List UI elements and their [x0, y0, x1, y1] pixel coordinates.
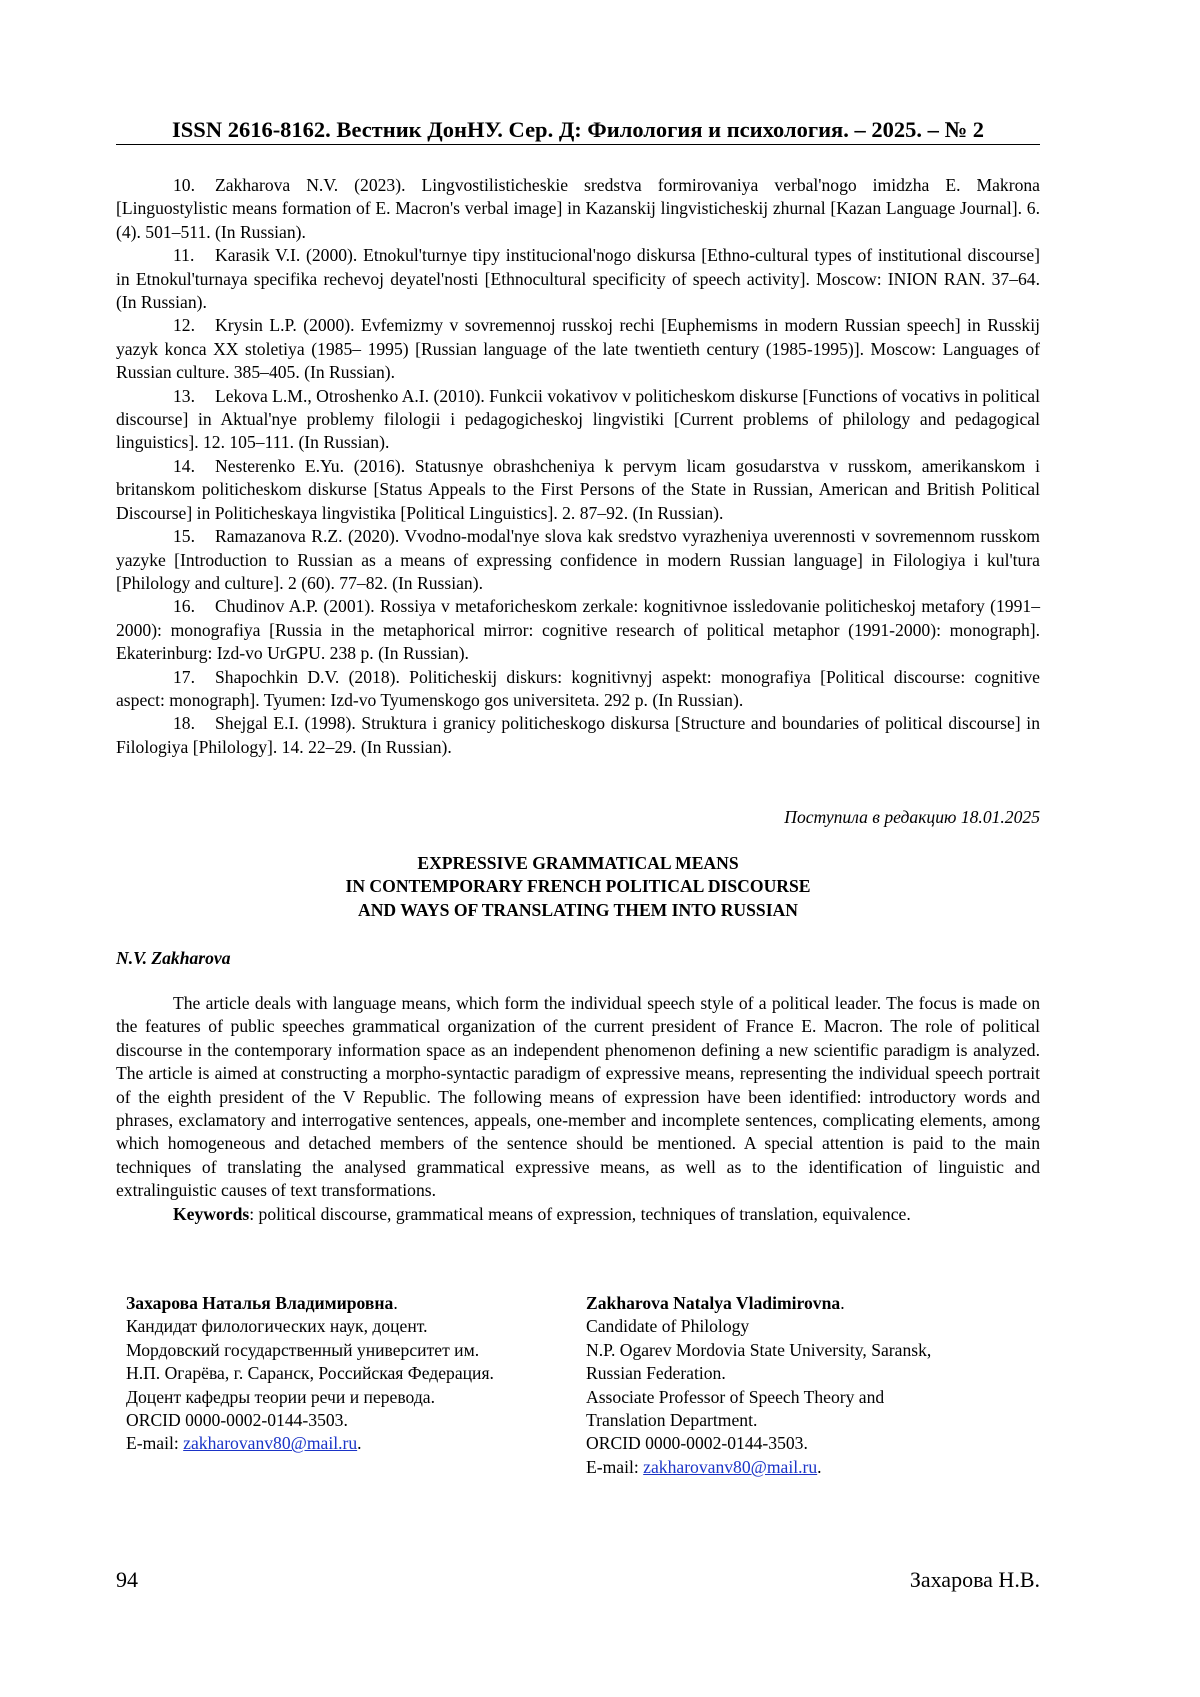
reference-number: 14. — [173, 455, 195, 476]
reference-text: Chudinov A.P. (2001). Rossiya v metaforicheskom zerkale: kognitivnoe issledovanie politicheskoj metafory (1991–2000): monografiya [Russia in the metaphorical mirror: cognitive research of political metaphor (1991-2000): monograph]. Ekaterinburg: Izd-vo UrGPU. 238 p. (In Russian). — [116, 596, 1040, 664]
reference-item — [116, 455, 1040, 525]
reference-text: Karasik V.I. (2000). Etnokul'turnye tipy institucional'nogo diskursa [Ethno-cultural types of institutional discourse] in Etnokul'turnaya specifika rechevoj deyatel'nosti [Ethnocultural specificity of speech activity]. Moscow: INION RAN. 37–64. (In Russian). — [116, 245, 1040, 313]
references-list — [116, 174, 1040, 759]
reference-number: 10. — [173, 175, 195, 195]
author-info-line: Translation Department. — [586, 1410, 758, 1431]
reference-number: 13. — [173, 385, 195, 406]
reference-item — [116, 174, 1040, 244]
author-info-line: N.P. Ogarev Mordovia State University, Saransk, — [586, 1339, 932, 1360]
author-info-ru: Захарова Наталья Владимировна. Кандидат филологических наук, доцент. Мордовский государственный университет им. Н.П. Огарёва, г. Саранск, Российская Федерация. Доцент кафедры теории речи и перевода. ORCID 0000-0002-0144-3503. E-mail: zakharovanv80@mail.ru. — [126, 1292, 566, 1456]
keywords-text: : political discourse, grammatical means of expression, techniques of translation, equivalence. — [249, 1203, 911, 1224]
article-title — [116, 852, 1040, 922]
reference-text: Nesterenko E.Yu. (2016). Statusnye obrashcheniya k pervym licam gosudarstva v russkom, amerikanskom i britanskom politicheskom diskurse [Status Appeals to the First Persons of the State in Russian, American and British Political Discourse] in Politicheskaya lingvistika [Political Linguistics]. 2. 87–92. (In Russian). — [116, 455, 1040, 523]
reference-text: Ramazanova R.Z. (2020). Vvodno-modal'nye slova kak sredstvo vyrazheniya uverennosti v sovremennom russkom yazyke [Introduction to Russian as a means of expressing confidence in modern Russian language] in Filologiya i kul'tura [Philology and culture]. 2 (60). 77–82. (In Russian). — [116, 526, 1040, 593]
reference-item — [116, 314, 1040, 384]
reference-number: 12. — [173, 315, 195, 336]
author-info-line: Доцент кафедры теории речи и перевода. — [126, 1386, 435, 1407]
reference-number: 16. — [173, 596, 195, 617]
article-author: N.V. Zakharova — [116, 948, 231, 968]
keywords-label: Keywords — [173, 1203, 250, 1224]
reference-text: Shejgal E.I. (1998). Struktura i granicy politicheskogo diskursa [Structure and boundaries of political discourse] in Filologiya [Philology]. 14. 22–29. (In Russian). — [116, 713, 1040, 757]
reference-item — [116, 385, 1040, 455]
footer-author: Захарова Н.В. — [909, 1567, 1040, 1592]
author-info-line: Associate Professor of Speech Theory and — [586, 1386, 885, 1407]
page — [116, 0, 1040, 1697]
header-rule — [116, 144, 1040, 145]
email-link-en[interactable]: zakharovanv80@mail.ru — [643, 1456, 818, 1477]
reference-number: 17. — [173, 666, 195, 687]
reference-number: 18. — [173, 713, 195, 734]
reference-item — [116, 666, 1040, 713]
email-link-ru[interactable]: zakharovanv80@mail.ru — [183, 1433, 358, 1454]
reference-number: 11. — [173, 245, 195, 266]
page-number: 94 — [116, 1567, 138, 1592]
keywords — [116, 1203, 1040, 1226]
reference-number: 15. — [173, 526, 195, 547]
received-date: Поступила в редакцию 18.01.2025 — [784, 807, 1040, 827]
reference-text: Lekova L.M., Otroshenko A.I. (2010). Funkcii vokativov v politicheskom diskurse [Functions of vocativs in political discourse] in Aktual'nye problemy filologii i pedagogicheskoj lingvistiki [Current problems of philology and pedagogical linguistics]. 12. 105–111. (In Russian). — [116, 385, 1040, 453]
reference-item — [116, 595, 1040, 665]
reference-item — [116, 712, 1040, 759]
author-info-line: Candidate of Philology — [586, 1316, 750, 1337]
reference-text: Zakharova N.V. (2023). Lingvostilisticheskie sredstva formirovaniya verbal'nogo imidzha E. Makrona [Linguostylistic means formation of E. Macron's verbal image] in Kazanskij lingvisticheskij zhurnal [Kazan Language Journal]. 6. (4). 501–511. (In Russian). — [116, 175, 1040, 242]
author-info-line: ORCID 0000-0002-0144-3503. — [586, 1433, 808, 1454]
abstract — [116, 992, 1040, 1226]
article-title-line: IN CONTEMPORARY FRENCH POLITICAL DISCOURSE — [345, 876, 811, 897]
reference-item — [116, 525, 1040, 595]
reference-text: Shapochkin D.V. (2018). Politicheskij diskurs: kognitivnyj aspekt: monografiya [Political discourse: cognitive aspect: monograph]. Tyumen: Izd-vo Tyumenskogo gos universiteta. 292 p. (In Russian). — [116, 666, 1040, 710]
author-info-line: Мордовский государственный университет им. — [126, 1339, 480, 1360]
article-title-line: EXPRESSIVE GRAMMATICAL MEANS — [417, 853, 739, 873]
reference-item — [116, 244, 1040, 314]
abstract-text: The article deals with language means, which form the individual speech style of a political leader. The focus is made on the features of public speeches grammatical organization of the current president of France E. Macron. The role of political discourse in the contemporary information space as an independent phenomenon defining a new scientific paradigm is analyzed. The article is aimed at constructing a morpho-syntactic paradigm of expressive means, representing the individual speech portrait of the eighth president of the V Republic. The following means of expression have been identified: introductory words and phrases, exclamatory and interrogative sentences, appeals, one-member and incomplete sentences, complicating elements, among which homogeneous and detached members of the sentence should be mentioned. A special attention is paid to the main techniques of translating the analysed grammatical expressive means, as well as to the identification of linguistic and extralinguistic causes of text transformations. — [116, 993, 1040, 1201]
author-name-ru: Захарова Наталья Владимировна — [126, 1293, 394, 1313]
running-header: ISSN 2616-8162. Вестник ДонНУ. Сер. Д: Филология и психология. – 2025. – № 2 — [172, 117, 984, 142]
author-info-line: Н.П. Огарёва, г. Саранск, Российская Федерация. — [126, 1363, 494, 1384]
author-info-line: ORCID 0000-0002-0144-3503. — [126, 1410, 348, 1431]
author-info-line: Кандидат филологических наук, доцент. — [126, 1316, 428, 1337]
author-info-line: Russian Federation. — [586, 1363, 726, 1384]
author-name-en: Zakharova Natalya Vladimirovna — [586, 1293, 841, 1313]
reference-text: Krysin L.P. (2000). Evfemizmy v sovremennoj russkoj rechi [Euphemisms in modern Russian speech] in Russkij yazyk konca XX stoletiya (1985– 1995) [Russian language of the late twentieth century (1985-1995)]. Moscow: Languages of Russian culture. 385–405. (In Russian). — [116, 315, 1040, 383]
article-title-line: AND WAYS OF TRANSLATING THEM INTO RUSSIAN — [358, 899, 798, 920]
author-info-en: Zakharova Natalya Vladimirovna. Candidate of Philology N.P. Ogarev Mordovia State University, Saransk, Russian Federation. Associate Professor of Speech Theory and Translation Department. ORCID 0000-0002-0144-3503. E-mail: zakharovanv80@mail.ru. — [586, 1292, 1026, 1479]
